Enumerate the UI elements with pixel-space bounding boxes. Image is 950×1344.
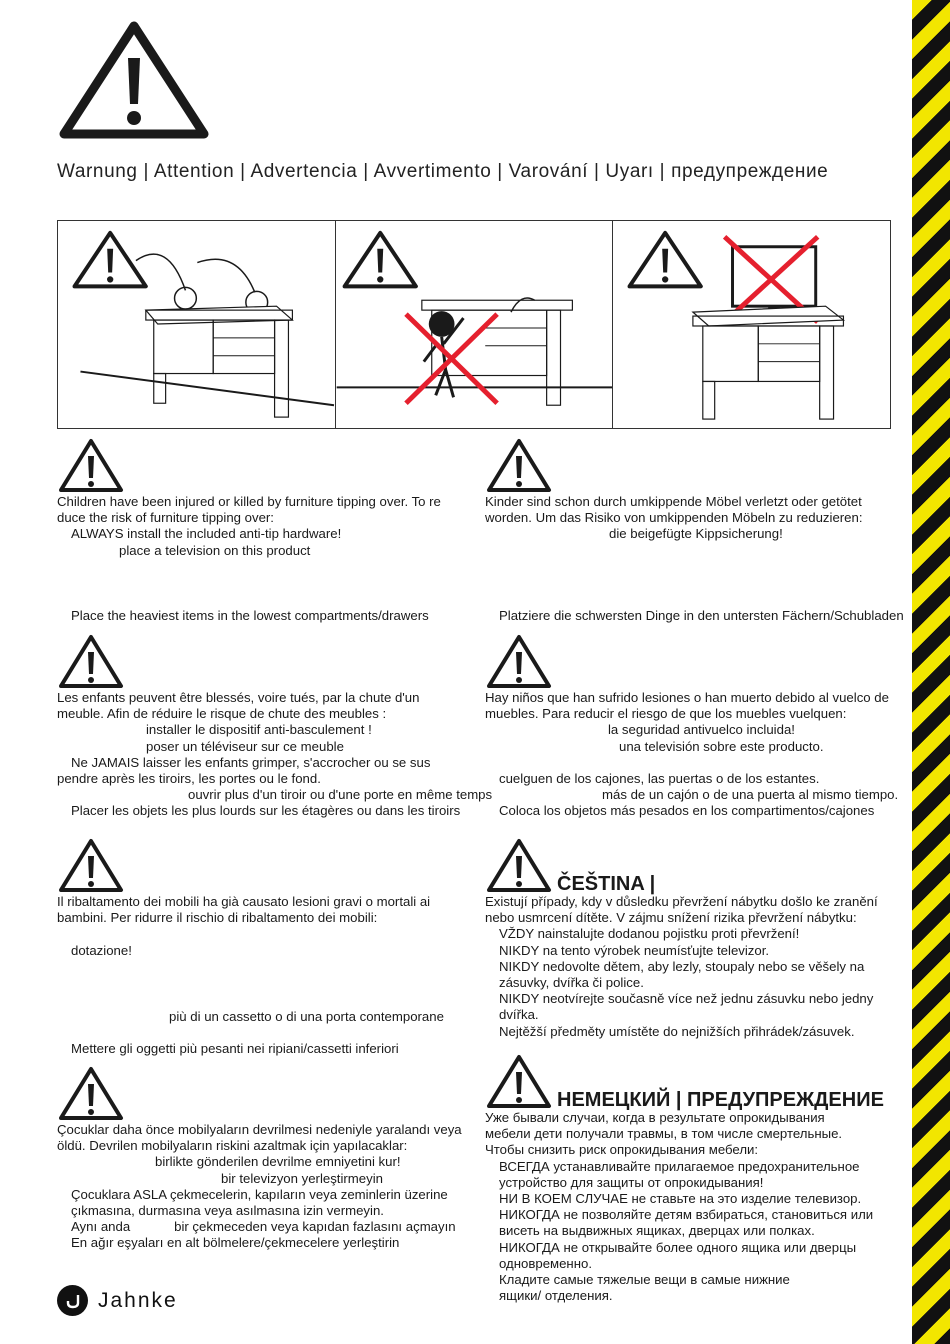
warning-headline: Warnung | Attention | Advertencia | Avvertimento | Varování | Uyarı | предупреждение [57,161,829,182]
section-english: Children have been injured or killed by furniture tipping over. To re duce the risk of furniture tipping over: ALWAYS install the included anti-tip hardware! place a television on this product Place the heaviest items in the lowest compartments/drawers [57,436,465,624]
warning-icon [58,18,210,140]
jahnke-logo [57,1285,178,1316]
panel-no-television [613,221,890,428]
jahnke-logo-icon [57,1285,88,1316]
warning-icon [57,632,125,690]
section-title: ČEŠTINA | [557,872,656,895]
warning-icon [75,233,146,286]
panel-no-climbing [336,221,614,428]
warning-icon [485,836,553,894]
child-climbing-illustration [336,221,613,428]
hazard-stripe [912,0,950,1344]
warning-icon [57,436,125,494]
warning-icon [485,1052,553,1110]
warning-icon [344,233,415,286]
section-title: НЕМЕЦКИЙ | ПРЕДУПРЕЖДЕНИЕ [557,1088,884,1111]
section-spanish: Hay niños que han sufrido lesiones o han muerto debido al vuelco de muebles. Para reducir el riesgo de que los muebles vuelquen: la seguridad antivuelco incluida! una televisión sobre este producto. cuelguen de los cajones, las puertas o de los estantes. más de un cajón o de una puerta al mismo tiempo. Coloca los objetos más pesados en los compartimentos/cajones [485,632,893,819]
panel-anti-tip [58,221,336,428]
section-header [485,836,893,894]
warning-icon [485,436,553,494]
section-french: Les enfants peuvent être blessés, voire tués, par la chute d'un meuble. Afin de réduire le risque de chute des meubles : installer le dispositif anti-basculement ! poser un téléviseur sur ce meuble Ne JAMAIS laisser les enfants grimper, s'accrocher ou se sus pendre après les tiroirs, les portes ou le fond. ouvrir plus d'un tiroir ou d'une porte en même temps Placer les objets les plus lourds sur les étagères ou dans les tiroirs [57,632,465,820]
warning-icon [485,632,553,690]
section-header [485,1052,893,1110]
dresser-illustration [58,221,335,428]
warning-icon [630,233,701,286]
brand-name: Jahnke [98,1288,178,1312]
section-italian: Il ribaltamento dei mobili ha già causato lesioni gravi o mortali ai bambini. Per ridurre il rischio di ribaltamento dei mobili: dotazione! più di un cassetto o di una porta contemporane Mettere gli oggetti più pesanti nei ripiani/cassetti inferiori [57,836,465,1057]
warning-icon [57,1064,125,1122]
section-czech: ČEŠTINA | Existují případy, kdy v důsledku převržení nábytku došlo ke zranění nebo usmrcení dítěte. V zájmu snížení rizika převržení nábytku: VŽDY nainstalujte dodanou pojistku proti převržení! NIKDY na tento výrobek neumísťujte televizor. NIKDY nedovolte dětem, aby lezly, stoupaly nebo se věšely na zásuvky, dvířka či police. NIKDY neotvírejte současně více než jednu zásuvku nebo jedny dvířka. Nejtěžší předměty umístěte do nejnižších přihrádek/zásuvek. [485,836,893,1040]
illustration-panels [57,220,891,429]
section-german: Kinder sind schon durch umkippende Möbel verletzt oder getötet worden. Um das Risiko von umkippenden Möbeln zu reduzieren: die beigefügte Kippsicherung! Platziere die schwersten Dinge in den untersten Fächern/Schubladen [485,436,893,624]
section-turkish: Çocuklar daha önce mobilyaların devrilmesi nedeniyle yaralandı veya öldü. Devrilen mobilyaların riskini azaltmak için yapılacaklar: birlikte gönderilen devrilme emniyetini kur! bir televizyon yerleştirmeyin Çocuklara ASLA çekmecelerin, kapıların veya zeminlerin üzerine çıkmasına, durmasına veya asılmasına izin vermeyin. Aynı anda bir çekmeceden veya kapıdan fazlasını açmayın En ağır eşyaları en alt bölmelere/çekmecelere yerleştirin [57,1064,465,1252]
section-russian: НЕМЕЦКИЙ | ПРЕДУПРЕЖДЕНИЕ Уже бывали случаи, когда в результате опрокидывания мебели дети получали травмы, в том числе смертельные. Чтобы снизить риск опрокидывания мебели: ВСЕГДА устанавливайте прилагаемое предохранительное устройство для защиты от опрокидывания! НИ В КОЕМ СЛУЧАЕ не ставьте на это изделие телевизор. НИКОГДА не позволяйте детям взбираться, становиться или висеть на выдвижных ящиках, дверцах или полках. НИКОГДА не открывайте более одного ящика или дверцы одновременно. Кладите самые тяжелые вещи в самые нижние ящики/ отделения. [485,1052,893,1304]
warning-icon [57,836,125,894]
television-illustration [613,221,890,428]
